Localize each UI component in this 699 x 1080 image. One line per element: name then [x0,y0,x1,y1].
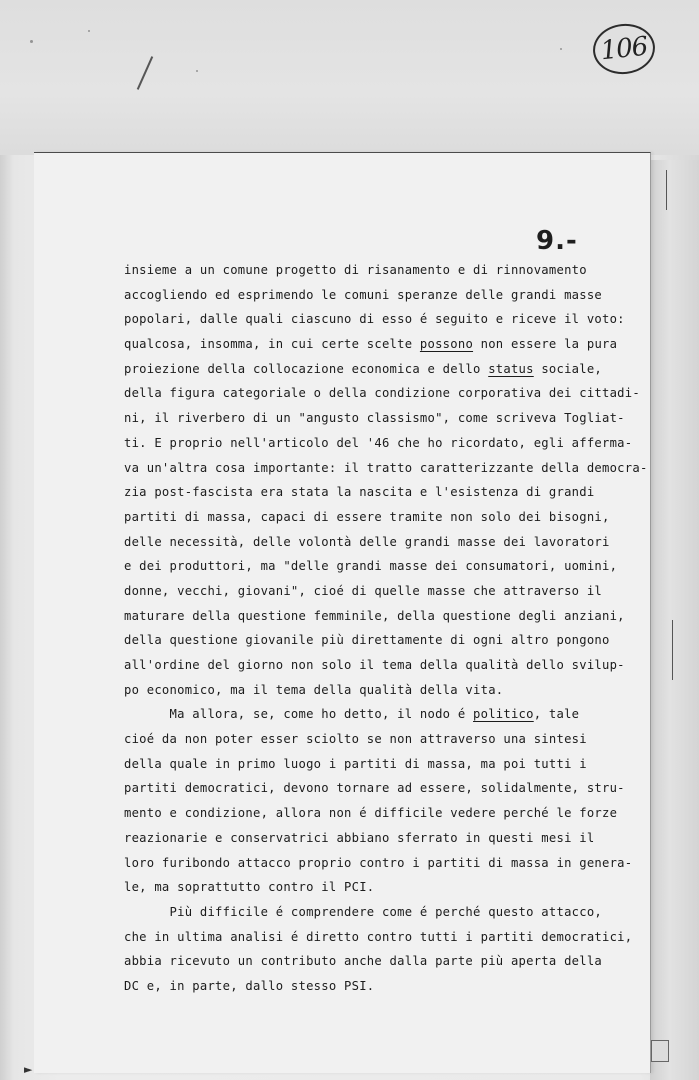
text-line: DC e, in parte, dallo stesso PSI. [124,978,375,993]
text-line: maturare della questione femminile, della questione degli anziani, [124,608,625,623]
right-page-edge [650,160,699,1080]
speck [560,48,562,50]
text-line: proiezione della collocazione economica e dello status sociale, [124,361,603,376]
tape-fragment [651,1040,669,1062]
document-body [124,258,648,999]
speck [88,30,90,32]
text-line: accogliendo ed esprimendo le comuni speranze delle grandi masse [124,287,603,302]
archive-stamp-number: 106 [599,31,649,67]
text-line: qualcosa, insomma, in cui certe scelte possono non essere la pura [124,337,618,352]
text-line: insieme a un comune progetto di risanamento e di rinnovamento [124,263,587,277]
text-line: loro furibondo attacco proprio contro i partiti di massa in genera- [124,855,633,870]
paragraph-1 [124,258,648,702]
text-line: reazionarie e conservatrici abbiano sferrato in questi mesi il [124,830,595,845]
text-line: popolari, dalle quali ciascuno di esso é seguito e riceve il voto: [124,312,625,327]
text-line: delle necessità, delle volontà delle grandi masse dei lavoratori [124,534,610,549]
text-line: della quale in primo luogo i partiti di massa, ma poi tutti i [124,756,587,771]
text-line: della figura categoriale o della condizione corporativa dei cittadi- [124,386,640,401]
edge-mark [666,170,667,210]
text-line: e dei produttori, ma "delle grandi masse dei consumatori, uomini, [124,559,618,574]
text-line: zia post-fascista era stata la nascita e l'esistenza di grandi [124,485,595,500]
text-line: mento e condizione, allora non é difficile vedere perché le forze [124,806,618,821]
text-line: ni, il riverbero di un "angusto classismo", come scriveva Togliat- [124,411,625,426]
text-line: partiti democratici, devono tornare ad essere, solidalmente, stru- [124,781,625,796]
text-line: va un'altra cosa importante: il tratto caratterizzante della democra- [124,460,648,475]
page-number: 9.- [536,226,578,256]
edge-mark [672,620,673,680]
text-line: po economico, ma il tema della qualità della vita. [124,682,504,697]
binding-mark-icon: ► [24,1063,33,1076]
text-line: partiti di massa, capaci di essere tramite non solo dei bisogni, [124,509,610,524]
text-line: che in ultima analisi é diretto contro tutti i partiti democratici, [124,929,633,944]
text-line: Ma allora, se, come ho detto, il nodo é politico, tale [124,707,580,722]
text-line: ti. E proprio nell'articolo del '46 che ho ricordato, egli afferma- [124,435,633,450]
text-line: cioé da non poter esser sciolto se non attraverso una sintesi [124,732,587,747]
paragraph-2 [124,702,633,900]
speck [30,40,33,43]
back-sheet-strip [0,0,699,155]
speck [196,70,198,72]
text-line: all'ordine del giorno non solo il tema della qualità dello svilup- [124,658,625,672]
text-line: Più difficile é comprendere come é perché questo attacco, [124,904,603,919]
text-line: abbia ricevuto un contributo anche dalla parte più aperta della [124,954,603,969]
paragraph-3 [124,900,633,999]
text-line: della questione giovanile più direttamente di ogni altro pongono [124,633,610,648]
text-line: donne, vecchi, giovani", cioé di quelle masse che attraverso il [124,583,603,598]
text-line: le, ma soprattutto contro il PCI. [124,880,375,895]
